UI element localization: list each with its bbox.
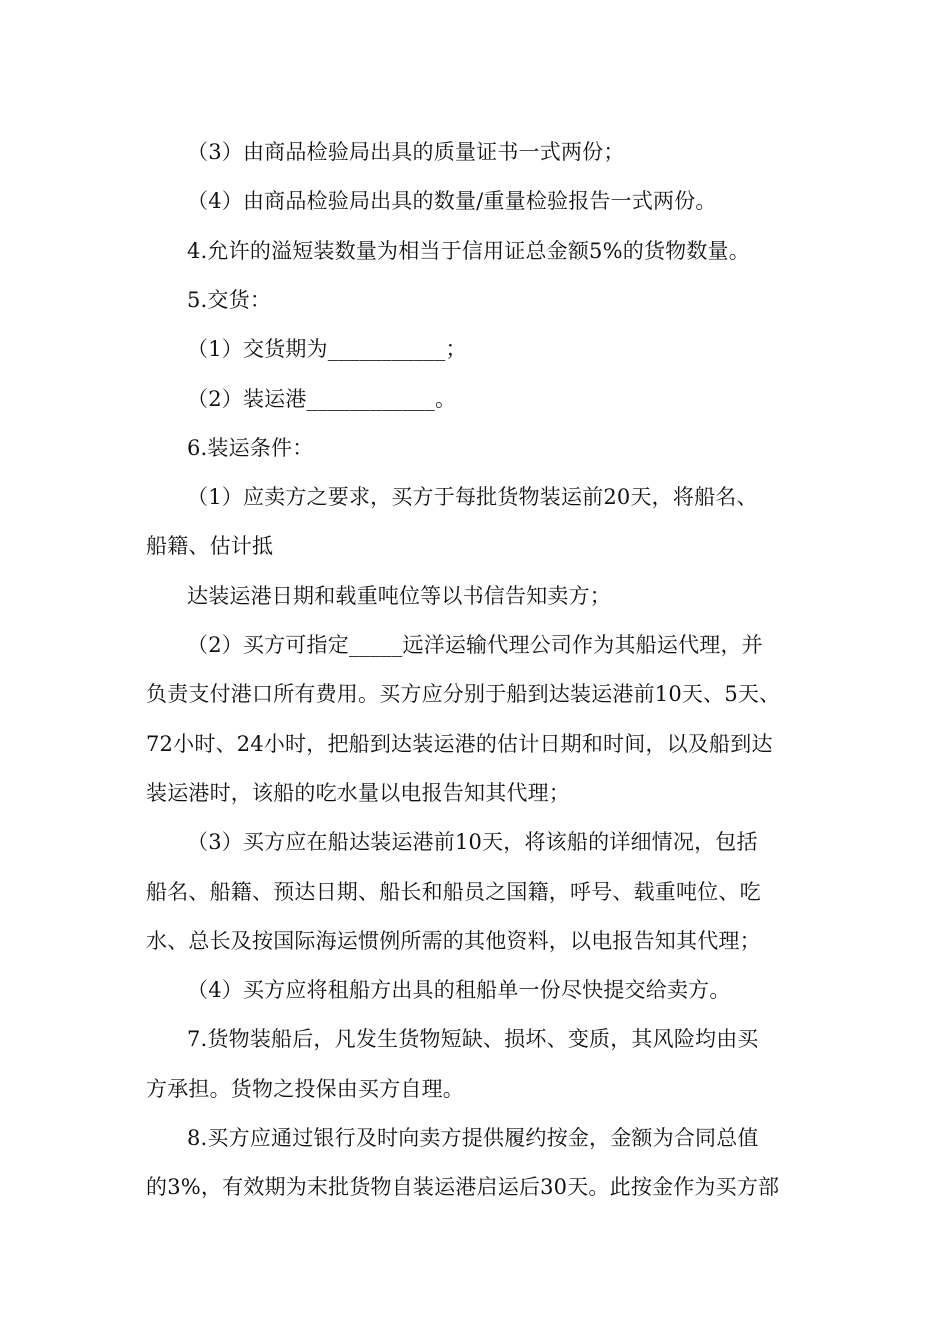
text-line: 8.买方应通过银行及时向卖方提供履约按金，金额为合同总值: [187, 1126, 759, 1150]
text-line: （2）装运港____________。: [187, 386, 457, 411]
text-line: 7.货物装船后，凡发生货物短缺、损坏、变质，其风险均由买: [187, 1027, 759, 1052]
text-line: （3）由商品检验局出具的质量证书一式两份；: [187, 140, 625, 164]
text-line: （2）买方可指定_____远洋运输代理公司作为其船运代理，并: [187, 633, 763, 657]
text-line: （1）应卖方之要求，买方于每批货物装运前20天，将船名、: [187, 485, 758, 510]
text-line: 72小时、24小时，把船到达装运港的估计日期和时间，以及船到达: [146, 731, 773, 756]
text-line: 船籍、估计抵: [146, 534, 274, 559]
text-line: 船名、船籍、预达日期、船长和船员之国籍，呼号、载重吨位、吃: [146, 879, 761, 904]
text-line: 的3%，有效期为末批货物自装运港启运后30天。此按金作为买方部: [146, 1175, 780, 1200]
text-line: （1）交货期为___________；: [187, 337, 467, 362]
text-line: （4）由商品检验局出具的数量/重量检验报告一式两份。: [187, 189, 717, 214]
text-line: 4.允许的溢短装数量为相当于信用证总金额5%的货物数量。: [187, 238, 750, 263]
text-line: （4）买方应将租船方出具的租船单一份尽快提交给卖方。: [187, 978, 731, 1003]
text-line: （3）买方应在船达装运港前10天，将该船的详细情况，包括: [187, 830, 758, 855]
text-line: 5.交货：: [187, 287, 272, 312]
text-line: 装运港时，该船的吃水量以电报告知其代理；: [146, 780, 570, 805]
text-line: 负责支付港口所有费用。买方应分别于船到达装运港前10天、5天、: [146, 682, 781, 707]
text-line: 水、总长及按国际海运惯例所需的其他资料，以电报告知其代理；: [146, 928, 761, 953]
text-line: 方承担。货物之投保由买方自理。: [146, 1076, 464, 1101]
text-line: 6.装运条件：: [187, 435, 314, 460]
text-line: 达装运港日期和载重吨位等以书信告知卖方；: [187, 583, 611, 608]
